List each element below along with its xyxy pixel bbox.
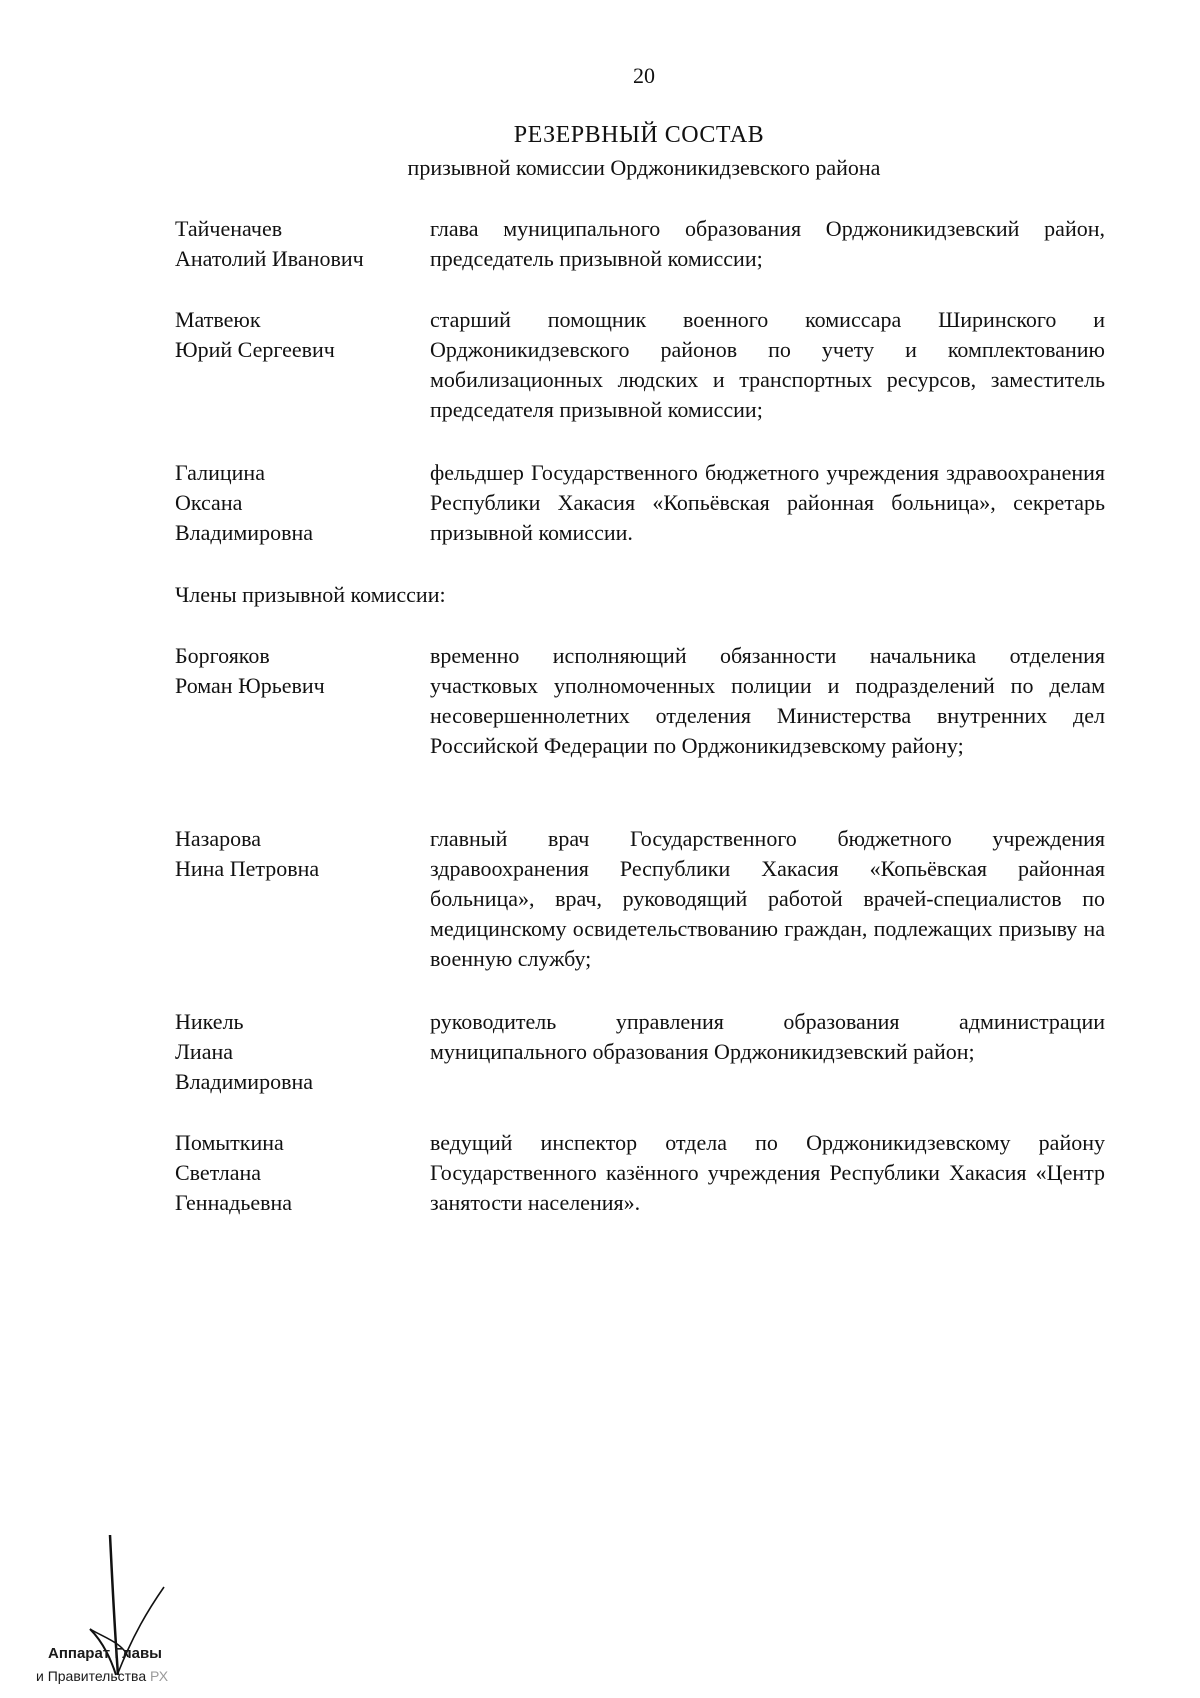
person-role: глава муниципального образования Орджоникидзевский район, председатель призывной комиссии;	[430, 216, 1105, 271]
person-name: Матвеюк Юрий Сергеевич	[175, 307, 335, 362]
person-role: старший помощник военного комиссара Ширинского и Орджоникидзевского районов по учету и комплектованию мобилизационных людских и транспортных ресурсов, заместитель председателя призывной комиссии;	[430, 307, 1105, 422]
person-name: Помыткина Светлана Геннадьевна	[175, 1130, 293, 1215]
page-number: 20	[633, 63, 655, 88]
person-role: фельдшер Государственного бюджетного учреждения здравоохранения Республики Хакасия «Копьёвская районная больница», секретарь призывной комиссии.	[430, 460, 1105, 545]
person-name: Назарова Нина Петровна	[175, 826, 320, 881]
document-subtitle: призывной комиссии Орджоникидзевского района	[407, 155, 881, 180]
person-name: Галицина Оксана Владимировна	[175, 460, 314, 545]
person-role: главный врач Государственного бюджетного учреждения здравоохранения Республики Хакасия «Копьёвская районная больница», врач, руководящий работой врачей-специалистов по медицинскому освидетельствованию граждан, подлежащих призыву на военную службу;	[430, 826, 1105, 971]
members-heading: Члены призывной комиссии:	[175, 582, 446, 607]
person-name: Тайченачев Анатолий Иванович	[175, 216, 364, 271]
person-name: Боргояков Роман Юрьевич	[175, 643, 325, 698]
stamp-text-line1: Аппарат Главы	[48, 1645, 162, 1662]
person-name: Никель Лиана Владимировна	[175, 1009, 314, 1094]
document-title: РЕЗЕРВНЫЙ СОСТАВ	[513, 122, 765, 148]
person-role: ведущий инспектор отдела по Орджоникидзевскому району Государственного казённого учреждения Республики Хакасия «Центр занятости населения».	[430, 1130, 1105, 1215]
person-role: руководитель управления образования администрации муниципального образования Орджоникидзевский район;	[430, 1009, 1105, 1064]
person-role: временно исполняющий обязанности начальника отделения участковых уполномоченных полиции и подразделений по делам несовершеннолетних отделения Министерства внутренних дел Российской Федерации по Орджоникидзевскому району;	[430, 643, 1105, 758]
stamp-text-line2: и Правительства РХ	[36, 1668, 169, 1684]
